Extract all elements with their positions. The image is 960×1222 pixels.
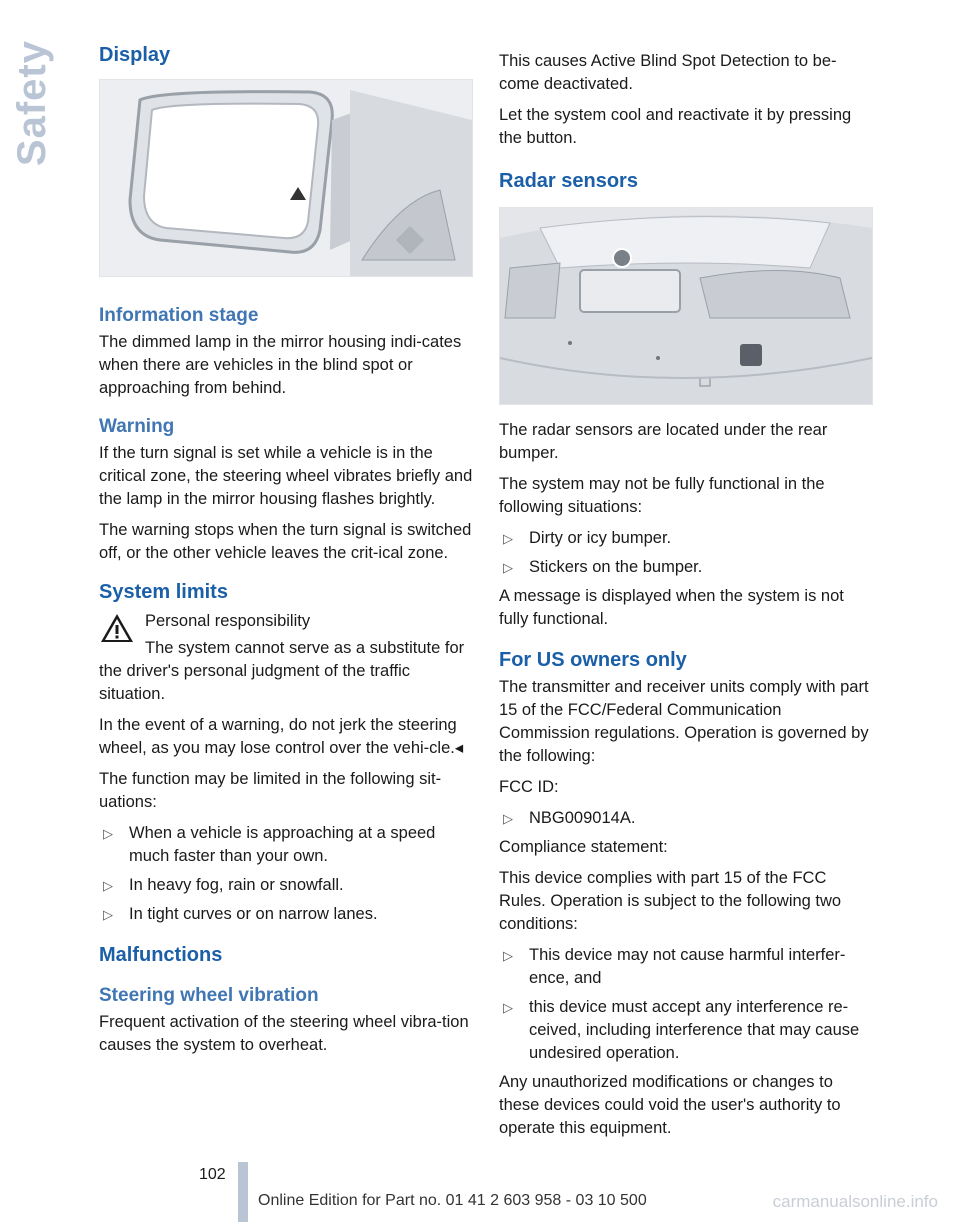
continuation-text-2: Let the system cool and reactivate it by pressing the button.	[499, 106, 852, 147]
fcc-label: FCC ID:	[499, 778, 559, 796]
list-item: ▷ In tight curves or on narrow lanes.	[99, 903, 473, 926]
system-limits-heading: System limits	[99, 581, 228, 603]
notice-text: The system cannot serve as a substitute for the driver's personal judgment of the traffic situation.	[99, 639, 465, 703]
malfunctions-text: Frequent activation of the steering wheel vibra-tion causes the system to overheat.	[99, 1013, 469, 1054]
display-heading: Display	[99, 44, 171, 66]
bullet-icon: ▷	[503, 531, 513, 546]
left-column	[99, 44, 473, 1065]
radar-text-2: The system may not be fully functional in the following situations:	[499, 475, 825, 516]
bullet-icon: ▷	[103, 907, 113, 922]
bullet-icon: ▷	[503, 948, 513, 963]
list-item: ▷ NBG009014A.	[499, 807, 873, 830]
list-item: ▷ This device may not cause harmful interfer-ence, and	[503, 946, 846, 987]
list-item: ▷ When a vehicle is approaching at a speed much faster than your own.	[103, 824, 436, 865]
list-item: ▷ Dirty or icy bumper.	[499, 527, 873, 550]
radar-text-3: A message is displayed when the system is not fully functional.	[499, 587, 844, 628]
notice-title: Personal responsibility	[145, 612, 311, 630]
watermark-text: carmanualsonline.info	[772, 1192, 938, 1211]
compliance-text: This device complies with part 15 of the FCC Rules. Operation is subject to the following two conditions:	[499, 869, 842, 933]
limits-list	[99, 822, 473, 926]
bullet-icon: ▷	[503, 811, 513, 826]
information-stage-heading: Information stage	[99, 305, 259, 326]
radar-sensors-heading: Radar sensors	[499, 170, 638, 192]
bullet-icon: ▷	[503, 1000, 513, 1015]
radar-list	[499, 527, 873, 579]
bullet-icon: ▷	[103, 878, 113, 893]
notice-text-2: In the event of a warning, do not jerk the steering wheel, as you may lose control over the vehi-cle.◂	[99, 716, 464, 757]
continuation-text-1: This causes Active Blind Spot Detection to be-come deactivated.	[499, 52, 837, 93]
compliance-label: Compliance statement:	[499, 838, 668, 856]
bullet-icon: ▷	[503, 560, 513, 575]
car-rear-illustration	[500, 208, 872, 404]
mirror-illustration	[100, 80, 472, 276]
footer-bar	[238, 1162, 248, 1222]
warning-text-2: The warning stops when the turn signal is switched off, or the other vehicle leaves the crit-ical zone.	[99, 521, 472, 562]
limits-intro: The function may be limited in the following sit-uations:	[99, 770, 442, 811]
warning-heading: Warning	[99, 416, 175, 437]
radar-text-1: The radar sensors are located under the rear bumper.	[499, 421, 828, 462]
mirror-figure	[99, 79, 473, 277]
fcc-list	[499, 807, 873, 830]
radar-sensor-marker	[740, 344, 762, 366]
malfunctions-heading: Malfunctions	[99, 944, 223, 966]
edition-text: Online Edition for Part no. 01 41 2 603 958 - 03 10 500	[258, 1192, 647, 1209]
list-item: ▷ In heavy fog, rain or snowfall.	[99, 874, 473, 897]
us-owners-heading: For US owners only	[499, 649, 687, 671]
bullet-icon: ▷	[103, 826, 113, 841]
right-column	[499, 50, 873, 1148]
list-item: ▷ Stickers on the bumper.	[499, 556, 873, 579]
radar-figure	[499, 207, 873, 405]
list-item: ▷ this device must accept any interference re-ceived, including interference that may cause undesired operation.	[503, 998, 860, 1062]
page-number: 102	[199, 1166, 226, 1183]
warning-text-1: If the turn signal is set while a vehicle is in the critical zone, the steering wheel vibrates briefly and the lamp in the mirror housing flashes brightly.	[99, 444, 473, 508]
us-text-1: The transmitter and receiver units comply with part 15 of the FCC/Federal Communication Commission regulations. Operation is governed by the following:	[499, 678, 869, 765]
warning-triangle-icon	[99, 612, 135, 644]
section-tab-safety: Safety	[10, 40, 54, 167]
steering-vibration-heading: Steering wheel vibration	[99, 985, 319, 1006]
closing-text: Any unauthorized modifications or changes to these devices could void the user's authority to operate this equipment.	[499, 1073, 841, 1137]
safety-notice	[99, 610, 473, 706]
conditions-list	[499, 944, 873, 1065]
information-stage-text: The dimmed lamp in the mirror housing indi-cates when there are vehicles in the blind spot or approaching from behind.	[99, 333, 462, 397]
